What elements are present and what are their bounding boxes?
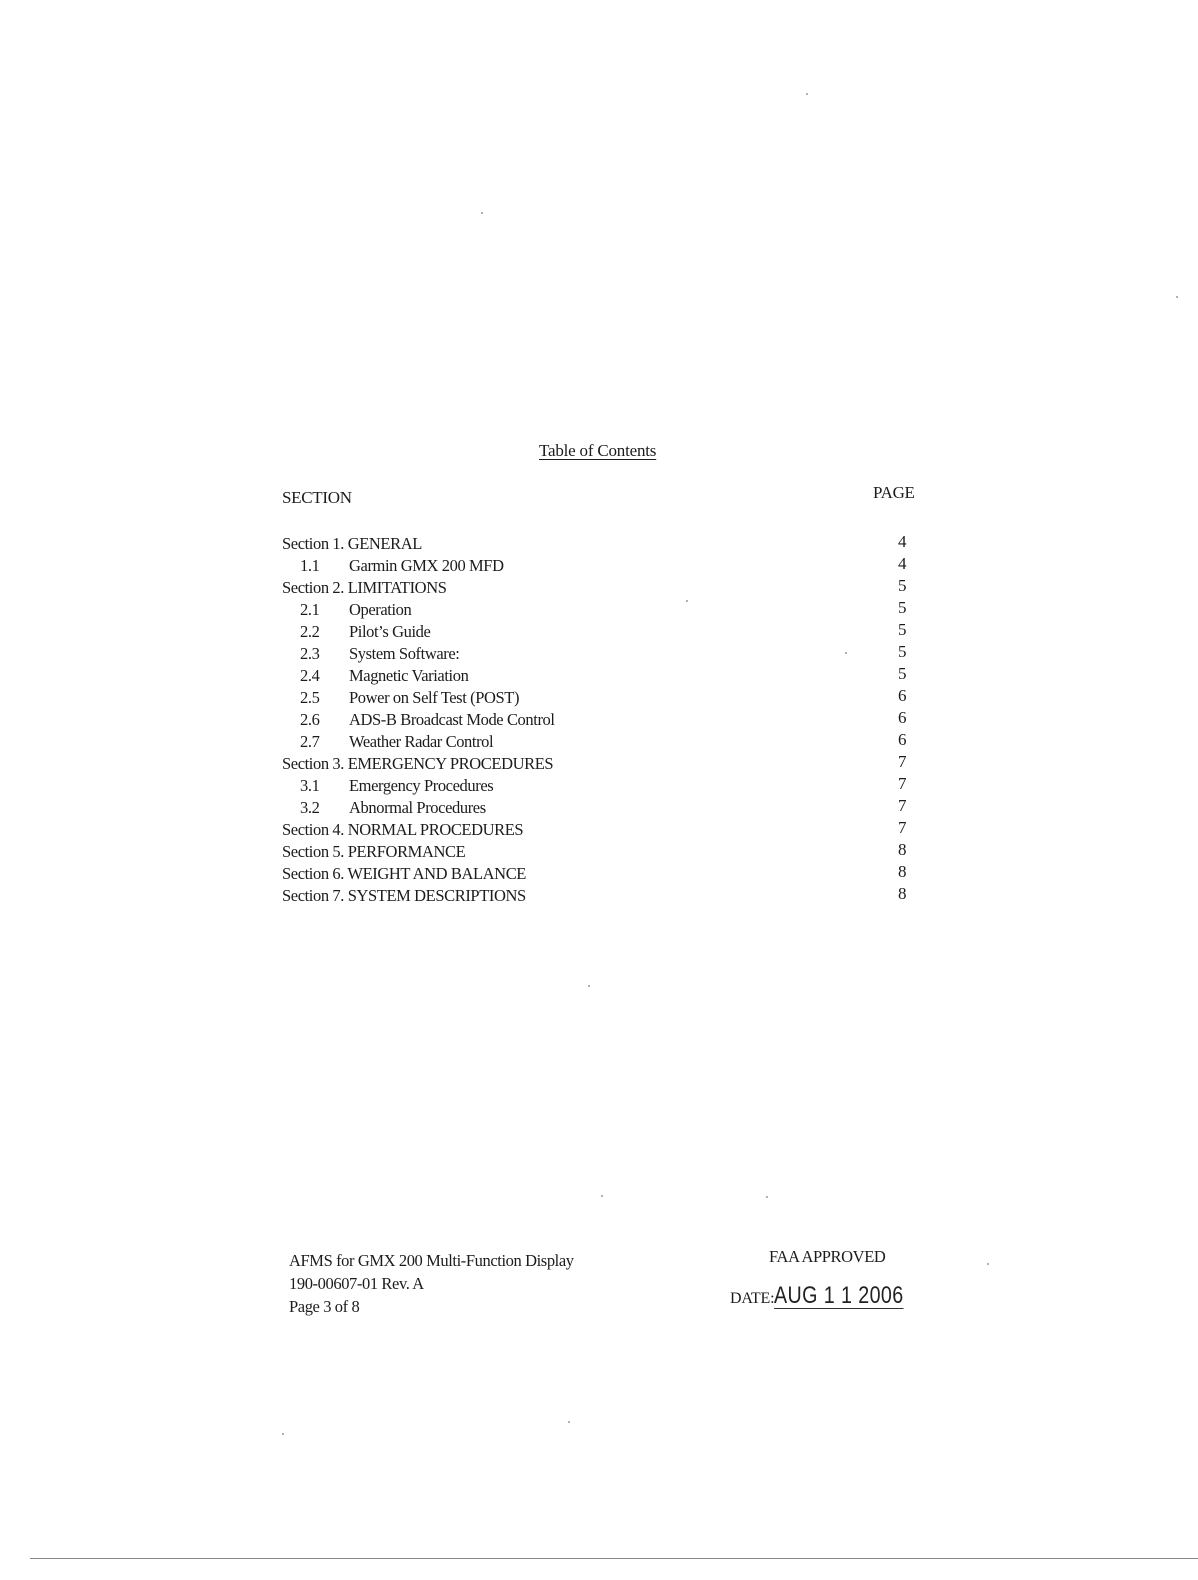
toc-entry-label: Section 1. GENERAL xyxy=(282,534,422,553)
scan-edge-line xyxy=(30,1558,1198,1559)
toc-entry-page: 7 xyxy=(898,752,907,771)
toc-entry-label: ADS-B Broadcast Mode Control xyxy=(349,710,555,729)
toc-entry-page: 5 xyxy=(898,598,907,617)
toc-entry-page: 5 xyxy=(898,620,907,639)
scan-speck xyxy=(686,600,688,602)
toc-entry-label: Operation xyxy=(349,600,412,619)
approval-date-line xyxy=(730,1284,932,1309)
toc-section-row xyxy=(282,819,922,841)
toc-entry-page: 5 xyxy=(898,576,907,595)
toc-subsection-row xyxy=(282,643,922,665)
toc-entry-number: 2.3 xyxy=(300,644,320,663)
scan-speck xyxy=(806,93,808,95)
toc-subsection-row xyxy=(282,555,922,577)
footer-page-info: Page 3 of 8 xyxy=(289,1297,360,1316)
date-stamp: AUG 1 1 2006 xyxy=(774,1282,904,1309)
toc-entry-label: Section 4. NORMAL PROCEDURES xyxy=(282,820,524,839)
toc-entry-label: Section 3. EMERGENCY PROCEDURES xyxy=(282,754,554,773)
toc-entry-page: 7 xyxy=(898,796,907,815)
toc-entry-label: Weather Radar Control xyxy=(349,732,494,751)
toc-entry-label: Section 7. SYSTEM DESCRIPTIONS xyxy=(282,886,526,905)
toc-entry-label: Abnormal Procedures xyxy=(349,798,486,817)
toc-entry-page: 8 xyxy=(898,862,907,881)
toc-entry-page: 8 xyxy=(898,840,907,859)
toc-entry-label: Section 2. LIMITATIONS xyxy=(282,578,447,597)
toc-entry-page: 7 xyxy=(898,818,907,837)
toc-entry-number: 2.2 xyxy=(300,622,320,641)
toc-entry-label: System Software: xyxy=(349,644,460,663)
toc-entry-number: 2.7 xyxy=(300,732,320,751)
toc-subsection-row xyxy=(282,775,922,797)
toc-section-row xyxy=(282,577,922,599)
footer-doc-title: AFMS for GMX 200 Multi-Function Display xyxy=(289,1251,574,1270)
scan-speck xyxy=(766,1196,768,1198)
scan-speck xyxy=(1176,296,1178,298)
scan-speck xyxy=(588,985,590,987)
toc-list xyxy=(282,533,922,907)
toc-subsection-row xyxy=(282,599,922,621)
scan-speck xyxy=(987,1263,989,1265)
toc-subsection-row xyxy=(282,687,922,709)
toc-section-row xyxy=(282,885,922,907)
toc-entry-number: 2.1 xyxy=(300,600,320,619)
toc-entry-number: 2.5 xyxy=(300,688,320,707)
toc-entry-number: 3.2 xyxy=(300,798,320,817)
toc-entry-number: 2.6 xyxy=(300,710,320,729)
toc-entry-page: 6 xyxy=(898,708,907,727)
toc-entry-label: Emergency Procedures xyxy=(349,776,494,795)
toc-section-row xyxy=(282,841,922,863)
toc-entry-number: 2.4 xyxy=(300,666,320,685)
toc-entry-label: Garmin GMX 200 MFD xyxy=(349,556,504,575)
toc-entry-page: 4 xyxy=(898,554,907,573)
document-footer-info xyxy=(289,1249,574,1318)
toc-entry-label: Section 6. WEIGHT AND BALANCE xyxy=(282,864,526,883)
toc-entry-page: 5 xyxy=(898,664,907,683)
toc-subsection-row xyxy=(282,665,922,687)
toc-subsection-row xyxy=(282,621,922,643)
faa-approved-label: FAA APPROVED xyxy=(769,1247,886,1266)
toc-entry-page: 7 xyxy=(898,774,907,793)
toc-entry-page: 6 xyxy=(898,686,907,705)
toc-section-row xyxy=(282,533,922,555)
toc-entry-number: 1.1 xyxy=(300,556,320,575)
toc-subsection-row xyxy=(282,709,922,731)
toc-entry-page: 8 xyxy=(898,884,907,903)
toc-entry-page: 4 xyxy=(898,532,907,551)
toc-title: Table of Contents xyxy=(539,441,657,460)
toc-entry-page: 6 xyxy=(898,730,907,749)
toc-entry-label: Pilot’s Guide xyxy=(349,622,431,641)
toc-subsection-row xyxy=(282,731,922,753)
toc-section-row xyxy=(282,863,922,885)
toc-entry-label: Power on Self Test (POST) xyxy=(349,688,520,707)
scan-speck xyxy=(568,1421,570,1423)
date-label: DATE: xyxy=(730,1290,775,1307)
toc-subsection-row xyxy=(282,797,922,819)
toc-section-row xyxy=(282,753,922,775)
footer-doc-number: 190-00607-01 Rev. A xyxy=(289,1274,424,1293)
scan-speck xyxy=(481,212,483,214)
section-column-header: SECTION xyxy=(282,488,352,507)
toc-entry-label: Magnetic Variation xyxy=(349,666,469,685)
toc-entry-page: 5 xyxy=(898,642,907,661)
toc-entry-label: Section 5. PERFORMANCE xyxy=(282,842,466,861)
toc-entry-number: 3.1 xyxy=(300,776,320,795)
page-column-header: PAGE xyxy=(873,483,915,502)
scan-speck xyxy=(282,1433,284,1435)
scan-speck xyxy=(845,652,847,654)
scan-speck xyxy=(601,1195,603,1197)
